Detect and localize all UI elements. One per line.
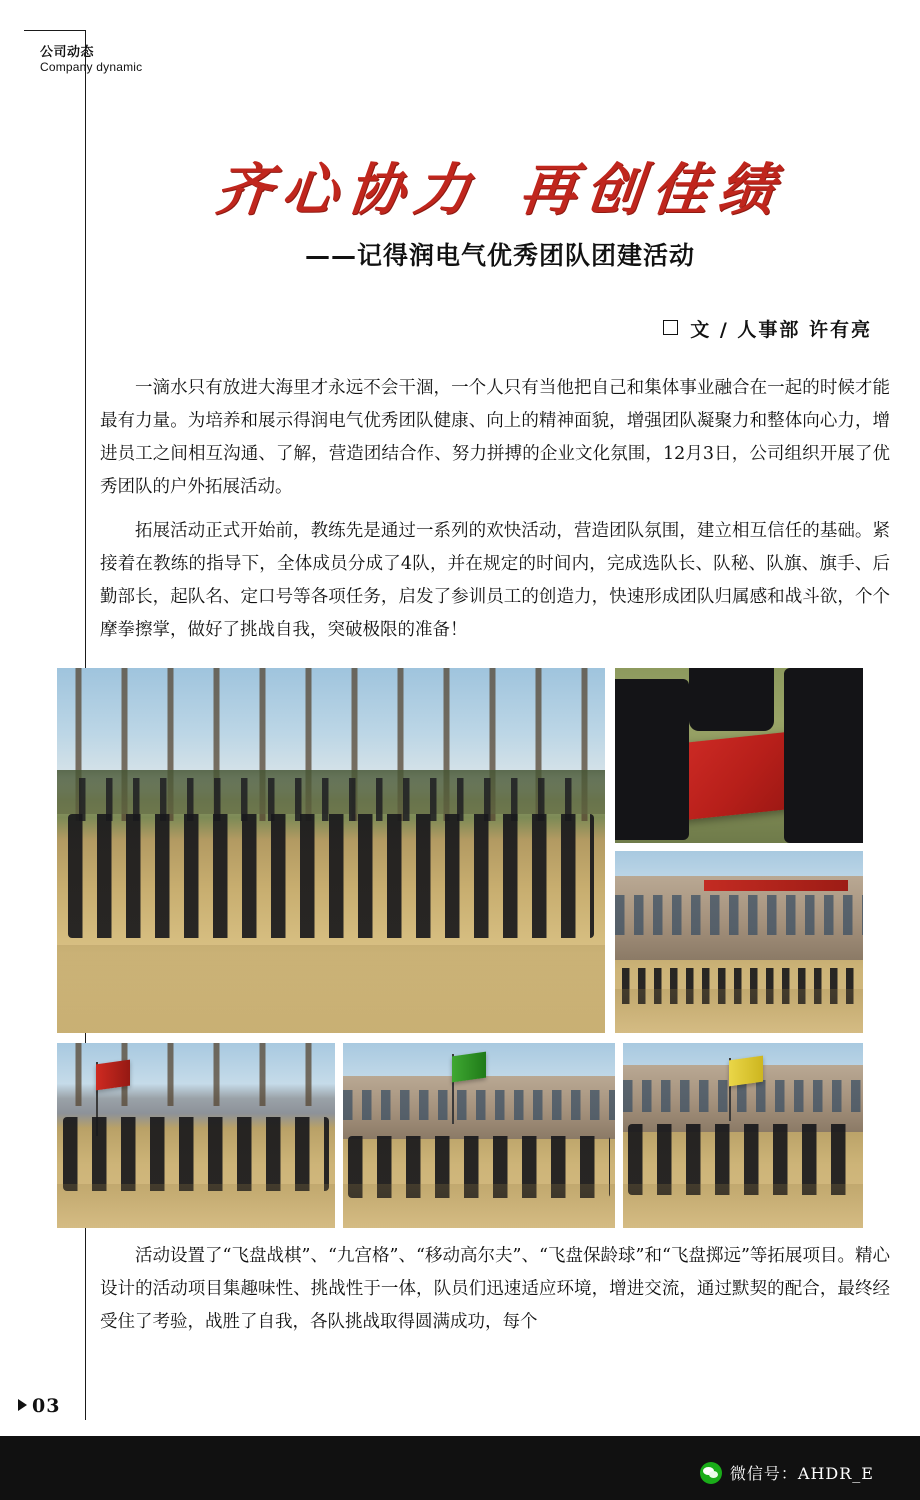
paragraph-text: 拓展活动正式开始前，教练先是通过一系列的欢快活动，营造团队氛围，建立相互信任的基础。紧接着在教练的指导下，全体成员分成了4队，并在规定的时间内，完成选队长、队秘、队旗、旗手、后勤部长，起队名、定口号等各项任务，启发了参训员工的创造力，快速形成团队归属感和战斗欲，个个摩拳擦掌，做好了挑战自我，突破极限的准备！ <box>100 521 890 640</box>
photo-team-jumping-red-flag <box>57 1043 335 1228</box>
article-paragraph-3 <box>100 1240 890 1339</box>
page-title-part1: 齐心协力 <box>212 157 484 223</box>
page-subtitle: ——记得润电气优秀团队团建活动 <box>304 240 695 270</box>
page-number-value: 03 <box>32 1395 61 1417</box>
wechat-label: 微信号：AHDR_E <box>729 1464 874 1483</box>
paragraph-text: 一滴水只有放进大海里才永远不会干涸，一个人只有当他把自己和集体事业融合在一起的时候才能最有力量。为培养和展示得润电气优秀团队健康、向上的精神面貌，增强团队凝聚力和整体向心力，增进员工之间相互沟通、了解，营造团结合作、努力拼搏的企业文化氛围，12月3日，公司组织开展了优秀团队的户外拓展活动。 <box>100 378 890 497</box>
wechat-icon <box>700 1462 722 1484</box>
article-title-block <box>110 157 890 272</box>
photo-team-raising-hands <box>57 668 605 1033</box>
article-paragraph-1 <box>100 372 890 504</box>
square-bullet-icon <box>663 320 678 335</box>
photo-team-sitting-green-flag <box>343 1043 615 1228</box>
photo-team-jumping-yellow-flag <box>623 1043 863 1228</box>
photo-team-flag-making <box>615 668 863 843</box>
corner-rule <box>24 30 86 31</box>
photo-team-in-front-of-building <box>615 851 863 1033</box>
section-title-en: Company dynamic <box>40 60 143 75</box>
article-paragraph-2 <box>100 515 890 647</box>
section-header <box>40 44 142 75</box>
wechat-info <box>700 1461 874 1484</box>
page-title <box>107 157 893 223</box>
page-number <box>18 1395 60 1417</box>
paragraph-text: 活动设置了“飞盘战棋”、“九宫格”、“移动高尔夫”、“飞盘保龄球”和“飞盘掷远”等拓展项目。精心设计的活动项目集趣味性、挑战性于一体，队员们迅速适应环境，增进交流，通过默契的配合，最终经受住了考验，战胜了自我，各队挑战取得圆满成功，每个 <box>100 1246 890 1332</box>
section-title-cn: 公司动态 <box>40 44 95 59</box>
byline <box>663 315 872 342</box>
page-title-part2: 再创佳绩 <box>516 157 788 223</box>
photo-collage <box>57 668 863 1228</box>
byline-text: 文 / 人事部 许有亮 <box>690 319 872 341</box>
triangle-marker-icon <box>18 1399 27 1411</box>
